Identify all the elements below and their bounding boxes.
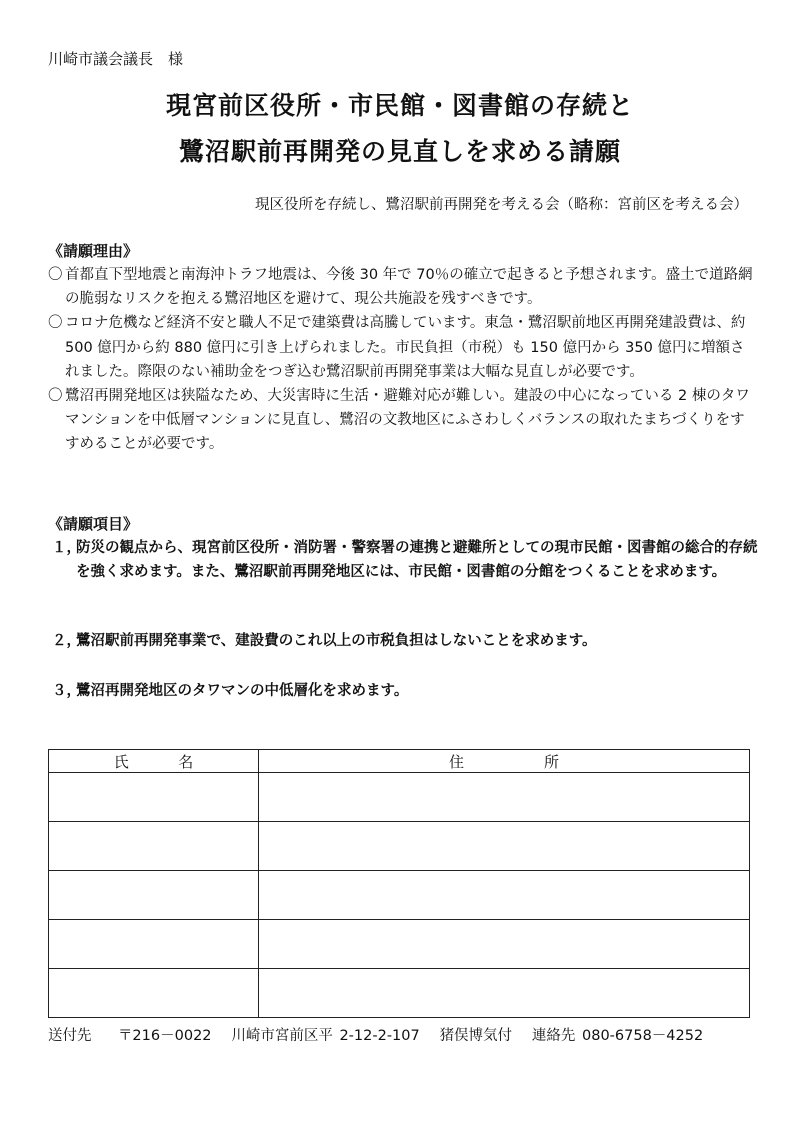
signature-header-row (49, 750, 750, 773)
reason-item (48, 384, 758, 457)
footer-address: 川崎市宮前区平 2-12-2-107 (231, 1028, 420, 1044)
reasons-heading: 《請願理由》 (48, 242, 139, 260)
footer-postal-code: 〒216－0022 (117, 1028, 212, 1044)
circle-bullet-icon: 〇 (48, 267, 63, 283)
signature-row (49, 773, 750, 822)
name-cell[interactable] (49, 920, 259, 969)
signature-table (48, 749, 750, 1018)
name-cell[interactable] (49, 822, 259, 871)
name-column-header (49, 750, 259, 773)
page-title-line-1: 現宮前区役所・市民館・図書館の存続と (165, 91, 634, 120)
name-cell[interactable] (49, 871, 259, 920)
name-header-char: 名 (178, 752, 194, 771)
addressee: 川崎市議会議長 様 (48, 50, 184, 68)
address-header-char: 住 (448, 752, 464, 771)
name-cell[interactable] (49, 773, 259, 822)
reasons-list (48, 263, 758, 457)
item-text: 防災の観点から、現宮前区役所・消防署・警察署の連携と避難所としての現市民館・図書館の総合的存続を強く求めます。また、鷺沼駅前再開発地区には、市民館・図書館の分館をつくることを求めます。 (76, 540, 758, 580)
address-cell[interactable] (259, 920, 750, 969)
signature-row (49, 969, 750, 1018)
petition-item (52, 536, 762, 584)
petition-item (52, 629, 762, 653)
circle-bullet-icon: 〇 (48, 388, 63, 405)
reason-text: コロナ危機など経済不安と職人不足で建築費は高騰しています。東急・鷺沼駅前地区再開発建設費は、約 500 億円から約 880 億円に引き上げられました。市民負担（市税）も 150 億円から 350 億円に増額されました。際限のない補助金をつぎ込む鷺沼駅前再開発事業は大幅な見直しが必要です。 (65, 315, 746, 380)
item-number: ３， (52, 683, 81, 699)
footer-recipient: 猪俣博気付 (439, 1028, 513, 1044)
item-text: 鷺沼再開発地区のタワマンの中低層化を求めます。 (76, 683, 409, 699)
address-cell[interactable] (259, 969, 750, 1018)
footer-label: 送付先 (48, 1028, 92, 1044)
petition-item (52, 679, 762, 703)
address-cell[interactable] (259, 871, 750, 920)
reason-text: 鷺沼再開発地区は狭隘なため、大災害時に生活・避難対応が難しい。建設の中心になっている 2 棟のタワマンションを中低層マンションに見直し、鷺沼の文教地区にふさわしくバランスの取れたまちづくりをすすめることが必要です。 (65, 388, 750, 453)
signature-row (49, 920, 750, 969)
reason-item (48, 311, 758, 384)
signature-row (49, 871, 750, 920)
item-text: 鷺沼駅前再開発事業で、建設費のこれ以上の市税負担はしないことを求めます。 (76, 633, 597, 649)
name-cell[interactable] (49, 969, 259, 1018)
page-title-line-2: 鷺沼駅前再開発の見直しを求める請願 (178, 137, 621, 166)
footer-contact: 連絡先 080-6758－4252 (531, 1028, 704, 1044)
reason-text: 首都直下型地震と南海沖トラフ地震は、今後 30 年で 70％の確立で起きると予想されます。盛土で道路網の脆弱なリスクを抱える鷺沼地区を避けて、現公共施設を残すべきです。 (65, 267, 753, 308)
address-header-char: 所 (543, 752, 559, 771)
item-number: １， (52, 540, 81, 556)
reason-item (48, 263, 758, 311)
circle-bullet-icon: 〇 (48, 315, 63, 332)
organization-name: 現区役所を存続し、鷺沼駅前再開発を考える会（略称：宮前区を考える会） (255, 197, 748, 213)
address-cell[interactable] (259, 773, 750, 822)
petition-items-heading: 《請願項目》 (48, 515, 139, 533)
footer-send-to (48, 1024, 703, 1045)
item-number: ２， (52, 633, 81, 649)
address-cell[interactable] (259, 822, 750, 871)
name-header-char: 氏 (113, 752, 129, 771)
signature-row (49, 822, 750, 871)
address-column-header (259, 750, 750, 773)
